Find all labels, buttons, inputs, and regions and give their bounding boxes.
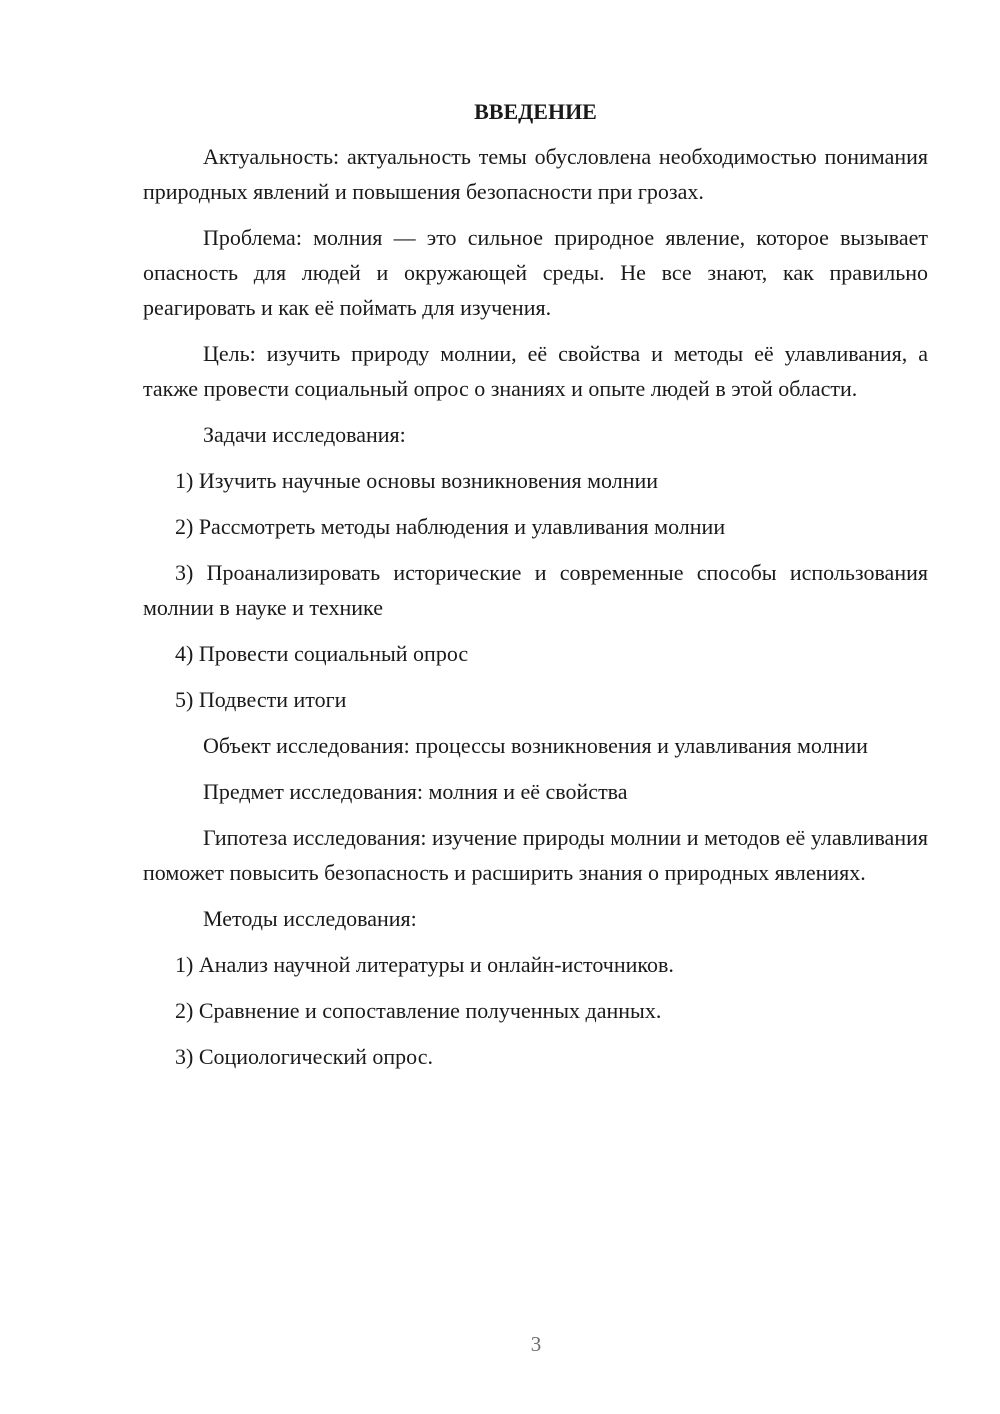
list-item: 3) Проанализировать исторические и современные способы использования молнии в науке и технике	[143, 560, 928, 620]
goal-paragraph: Цель: изучить природу молнии, её свойства и методы её улавливания, а также провести социальный опрос о знаниях и опыте людей в этой области.	[143, 341, 928, 401]
list-item: 5) Подвести итоги	[175, 687, 347, 712]
list-item: 2) Сравнение и сопоставление полученных данных.	[175, 998, 662, 1023]
list-item: 4) Провести социальный опрос	[175, 641, 469, 666]
page-heading: ВВЕДЕНИЕ	[474, 99, 597, 124]
methods-list	[143, 947, 928, 1074]
document-page	[143, 94, 928, 1085]
methods-title: Методы исследования:	[203, 906, 417, 931]
list-item: 2) Рассмотреть методы наблюдения и улавливания молнии	[175, 514, 726, 539]
tasks-list	[143, 463, 928, 717]
hypothesis-paragraph: Гипотеза исследования: изучение природы молнии и методов её улавливания поможет повысить безопасность и расширить знания о природных явлениях.	[143, 825, 928, 885]
page-number: 3	[530, 1332, 542, 1356]
list-item: 1) Изучить научные основы возникновения молнии	[175, 468, 659, 493]
list-item: 1) Анализ научной литературы и онлайн-источников.	[175, 952, 674, 977]
subject-paragraph: Предмет исследования: молния и её свойства	[203, 779, 628, 804]
problem-paragraph: Проблема: молния — это сильное природное явление, которое вызывает опасность для людей и окружающей среды. Не все знают, как правильно реагировать и как её поймать для изучения.	[143, 225, 928, 320]
relevance-paragraph: Актуальность: актуальность темы обусловлена необходимостью понимания природных явлений и повышения безопасности при грозах.	[143, 144, 928, 204]
object-paragraph: Объект исследования: процессы возникновения и улавливания молнии	[203, 733, 868, 758]
tasks-title: Задачи исследования:	[203, 422, 406, 447]
list-item: 3) Социологический опрос.	[175, 1044, 433, 1069]
